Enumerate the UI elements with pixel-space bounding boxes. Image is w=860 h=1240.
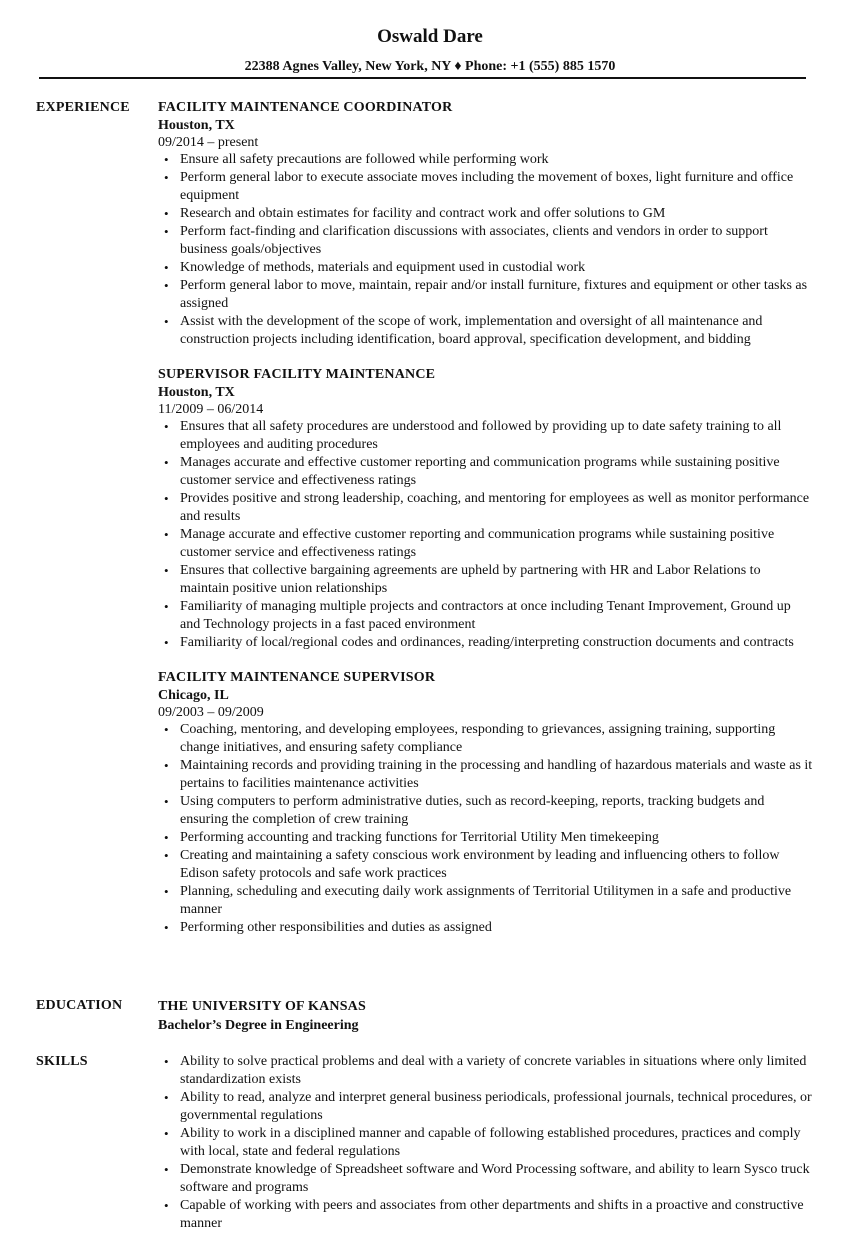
bullet-item: • Provides positive and strong leadership, coaching, and mentoring for employees as well as monitor performance and results [158,490,813,526]
bullet-item: • Maintaining records and providing training in the processing and handling of hazardous materials and waste as it pertains to facilities maintenance activities [158,757,813,793]
bullet-item: • Performing other responsibilities and duties as assigned [158,919,813,937]
bullet-item: • Perform fact-finding and clarification discussions with associates, clients and vendors in order to support business goals/objectives [158,223,813,259]
bullet-item: • Perform general labor to execute associate moves including the movement of boxes, light furniture and office equipment [158,169,813,205]
bullet-item: • Manage accurate and effective customer reporting and communication programs while sustaining positive customer service and effectiveness ratings [158,526,813,562]
bullet-item: • Knowledge of methods, materials and equipment used in custodial work [158,259,813,277]
contact-line: 22388 Agnes Valley, New York, NY ♦ Phone: +1 (555) 885 1570 [244,59,616,74]
job-dates: 11/2009 – 06/2014 [158,402,264,417]
job-entry [158,366,813,652]
skill-item: • Ability to work in a disciplined manner and capable of following established procedures, practices and comply with local, state and federal regulations [158,1125,813,1161]
skill-item: • Ability to solve practical problems and deal with a variety of concrete variables in situations where only limited standardization exists [158,1053,813,1089]
job-title: FACILITY MAINTENANCE COORDINATOR [158,100,453,115]
bullet-item: • Assist with the development of the scope of work, implementation and oversight of all maintenance and construction projects including identification, board approval, specification development, and bidding [158,313,813,349]
school-name: THE UNIVERSITY OF KANSAS [158,999,366,1014]
bullet-item: • Research and obtain estimates for facility and contract work and offer solutions to GM [158,205,813,223]
skill-item: • Capable of working with peers and associates from other departments and shifts in a proactive and constructive manner [158,1197,813,1233]
experience-body [158,99,813,954]
job-title: FACILITY MAINTENANCE SUPERVISOR [158,670,436,685]
bullet-item: • Manages accurate and effective customer reporting and communication programs while sustaining positive customer service and effectiveness ratings [158,454,813,490]
bullet-item: • Familiarity of managing multiple projects and contractors at once including Tenant Improvement, Ground up and Technology projects in a fast paced environment [158,598,813,634]
bullet-item: • Using computers to perform administrative duties, such as record-keeping, reports, tracking budgets and ensuring the completion of crew training [158,793,813,829]
skills-body [158,1053,813,1233]
job-location: Houston, TX [158,118,235,133]
skill-item: • Ability to read, analyze and interpret general business periodicals, professional journals, technical procedures, or governmental regulations [158,1089,813,1125]
bullet-item: • Coaching, mentoring, and developing employees, responding to grievances, assigning training, supporting change initiatives, and ensuring safety compliance [158,721,813,757]
job-entry [158,99,813,349]
candidate-name: Oswald Dare [377,26,483,47]
bullet-item: • Perform general labor to move, maintain, repair and/or install furniture, fixtures and equipment or other tasks as assigned [158,277,813,313]
job-dates: 09/2003 – 09/2009 [158,705,264,720]
section-label-experience: EXPERIENCE [36,100,130,115]
skill-item: • Demonstrate knowledge of Spreadsheet software and Word Processing software, and ability to learn Sysco truck software and programs [158,1161,813,1197]
skills-list [158,1053,813,1233]
job-location: Houston, TX [158,385,235,400]
job-bullet-list [158,721,813,937]
job-location: Chicago, IL [158,688,229,703]
bullet-item: • Planning, scheduling and executing daily work assignments of Territorial Utilitymen in a safe and productive manner [158,883,813,919]
job-entry [158,669,813,937]
education-body [158,997,813,1035]
bullet-item: • Ensures that all safety procedures are understood and followed by providing up to date safety training to all employees and auditing procedures [158,418,813,454]
degree: Bachelor’s Degree in Engineering [158,1018,359,1033]
job-bullet-list [158,418,813,652]
section-label-education: EDUCATION [36,998,123,1013]
header-divider [39,77,806,79]
job-title: SUPERVISOR FACILITY MAINTENANCE [158,367,436,382]
bullet-item: • Familiarity of local/regional codes and ordinances, reading/interpreting construction documents and contracts [158,634,813,652]
job-bullet-list [158,151,813,349]
bullet-item: • Ensure all safety precautions are followed while performing work [158,151,813,169]
bullet-item: • Performing accounting and tracking functions for Territorial Utility Men timekeeping [158,829,813,847]
bullet-item: • Creating and maintaining a safety conscious work environment by leading and influencing others to follow Edison safety protocols and safe work practices [158,847,813,883]
job-dates: 09/2014 – present [158,135,259,150]
section-label-skills: SKILLS [36,1054,88,1069]
bullet-item: • Ensures that collective bargaining agreements are upheld by partnering with HR and Labor Relations to maintain positive union relationships [158,562,813,598]
